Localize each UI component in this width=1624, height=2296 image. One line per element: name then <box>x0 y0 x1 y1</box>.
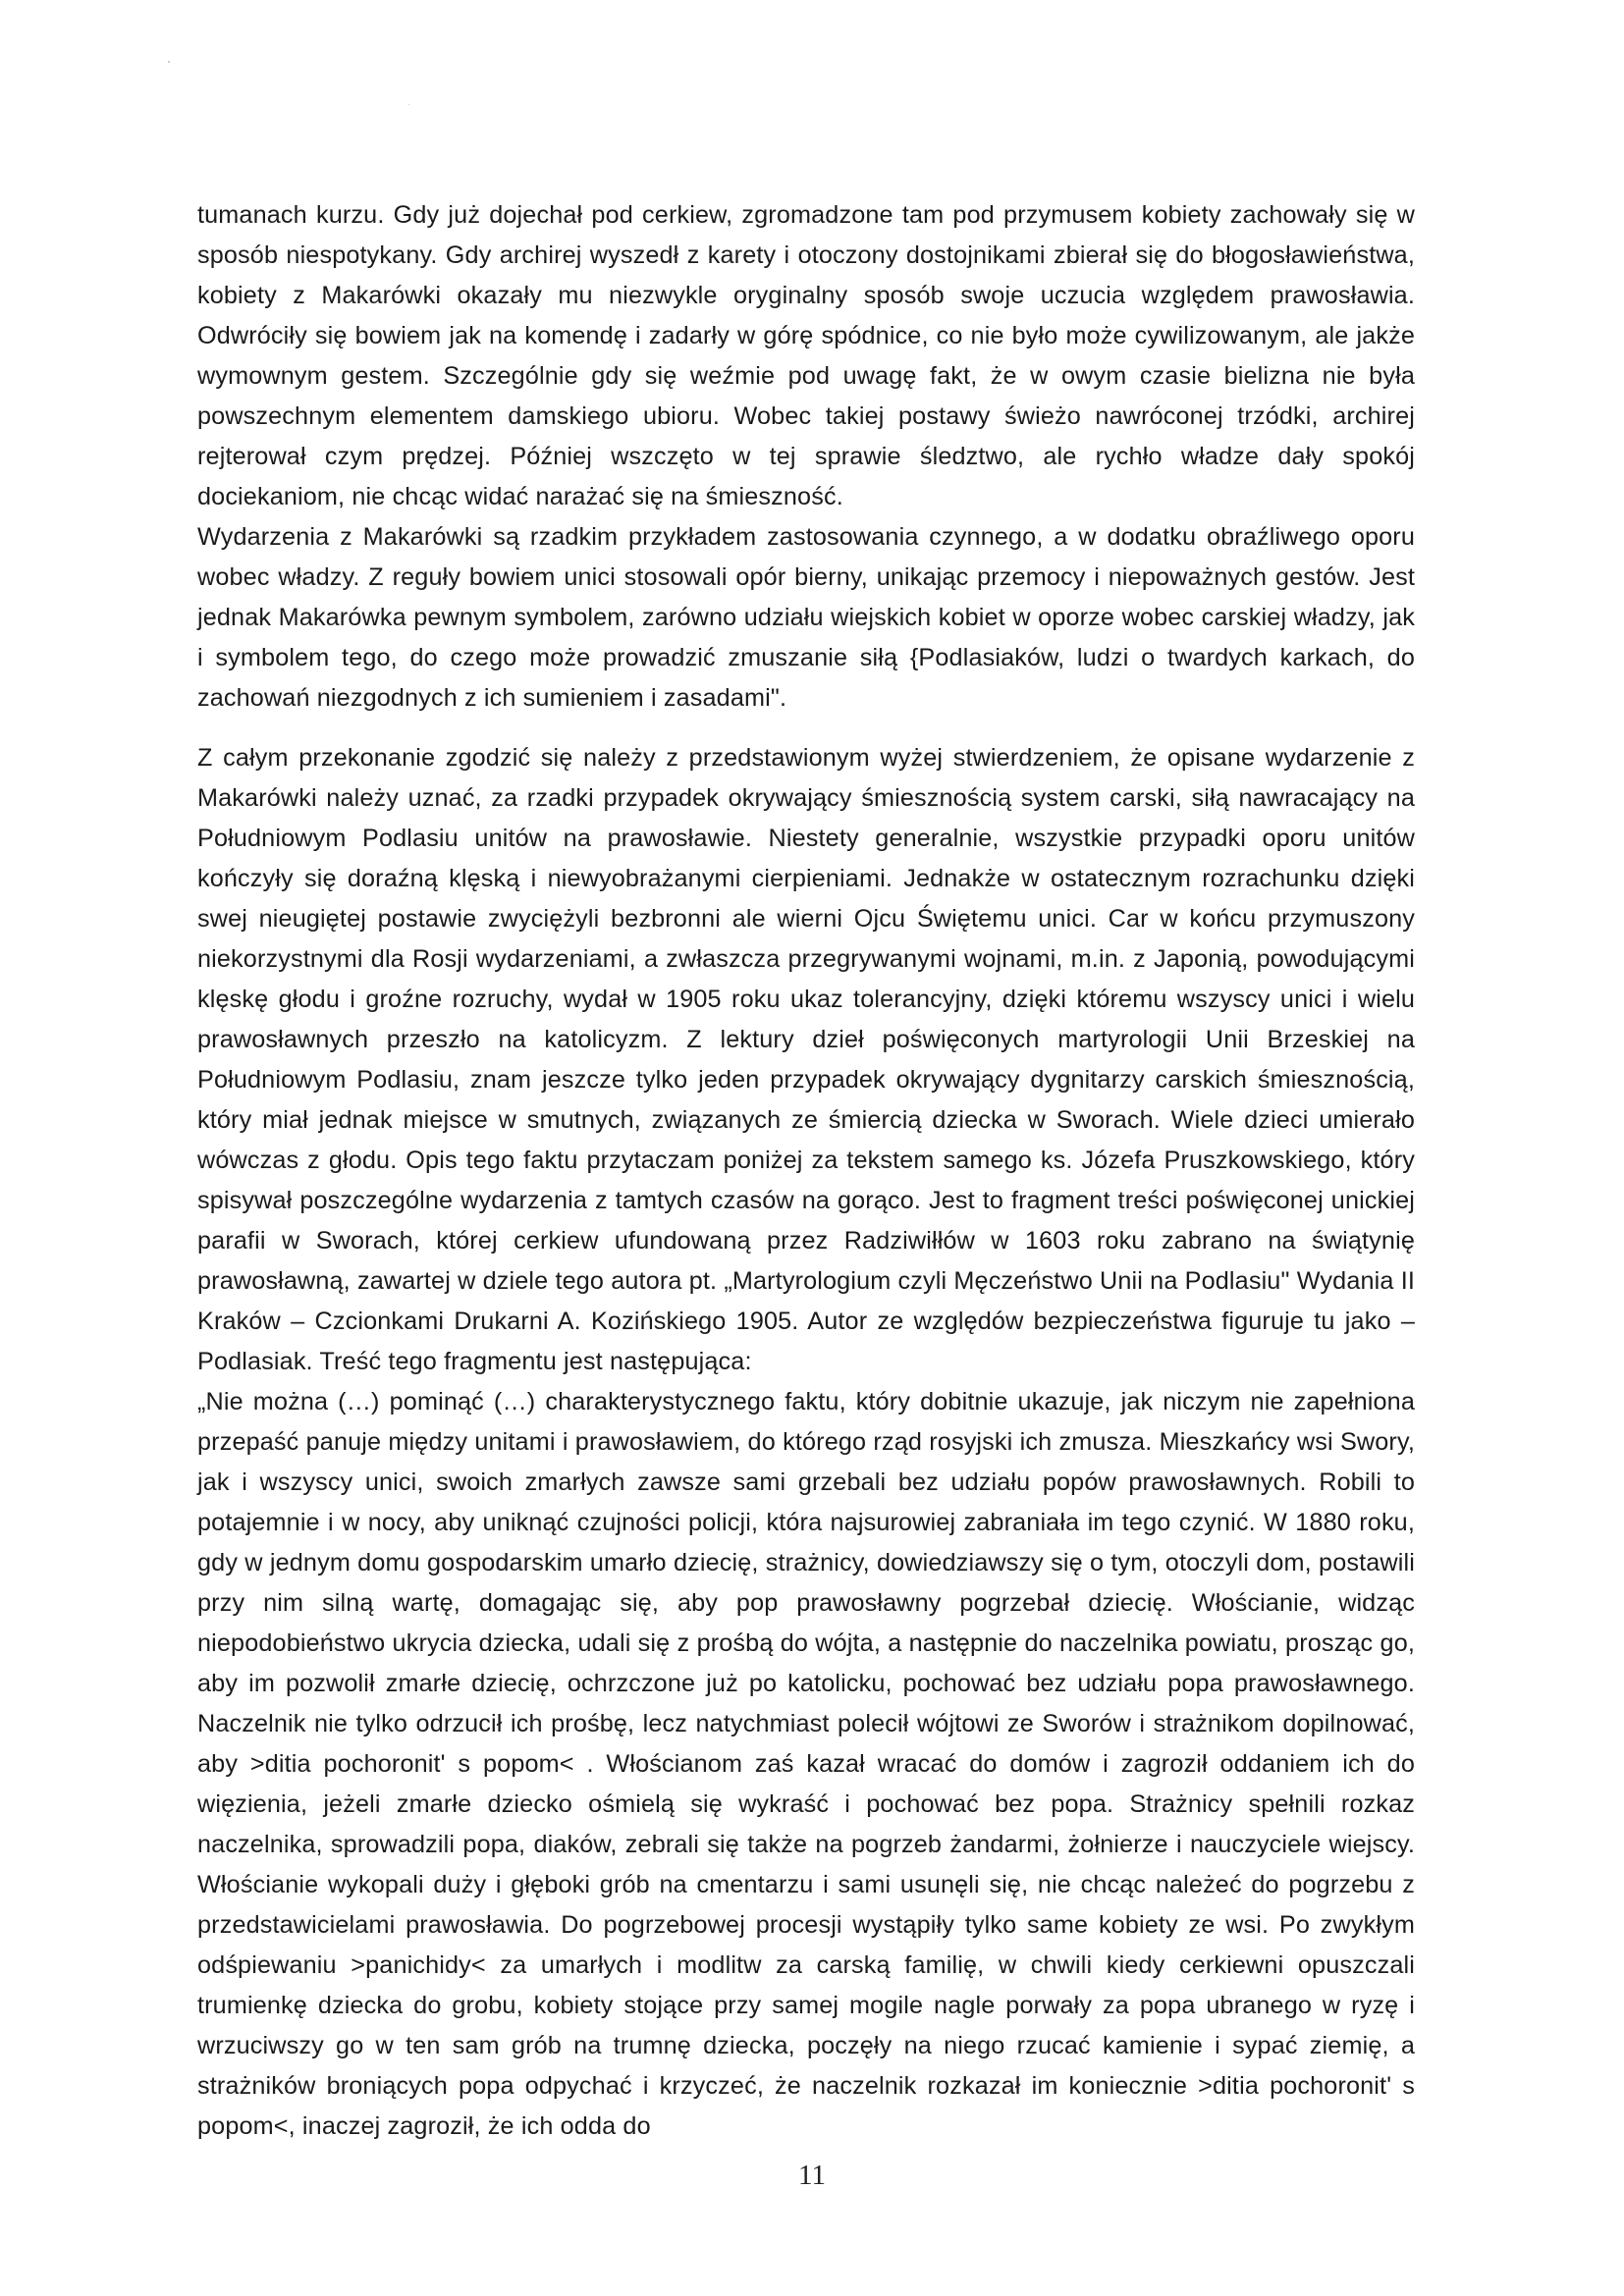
scan-speck <box>168 61 170 63</box>
quote-paragraph: „Nie można (…) pominąć (…) charakterystycznego faktu, który dobitnie ukazuje, jak niczym nie zapełniona przepaść panuje między unitami i prawosławiem, do którego rząd rosyjski ich zmusza. Mieszkańcy wsi Swory, jak i wszyscy unici, swoich zmarłych zawsze sami grzebali bez udziału popów prawosławnych. Robili to potajemnie i w nocy, aby uniknąć czujności policji, która najsurowiej zabraniała im tego czynić. W 1880 roku, gdy w jednym domu gospodarskim umarło dziecię, strażnicy, dowiedziawszy się o tym, otoczyli dom, postawili przy nim silną wartę, domagając się, aby pop prawosławny pogrzebał dziecię. Włościanie, widząc niepodobieństwo ukrycia dziecka, udali się z prośbą do wójta, a następnie do naczelnika powiatu, prosząc go, aby im pozwolił zmarłe dziecię, ochrzczone już po katolicku, pochować bez udziału popa prawosławnego. Naczelnik nie tylko odrzucił ich prośbę, lecz natychmiast polecił wójtowi ze Sworów i strażnikom dopilnować, aby >ditia pochoronit' s popom< . Włościanom zaś kazał wracać do domów i zagroził oddaniem ich do więzienia, jeżeli zmarłe dziecko ośmielą się wykraść i pochować bez popa. Strażnicy spełnili rozkaz naczelnika, sprowadzili popa, diaków, zebrali się także na pogrzeb żandarmi, żołnierze i nauczyciele wiejscy. Włościanie wykopali duży i głęboki grób na cmentarzu i sami usunęli się, nie chcąc należeć do pogrzebu z przedstawicielami prawosławia. Do pogrzebowej procesji wystąpiły tylko same kobiety ze wsi. Po zwykłym odśpiewaniu >panichidy< za umarłych i modlitw za carską familię, w chwili kiedy cerkiewni opuszczali trumienkę dziecka do grobu, kobiety stojące przy samej mogile nagle porwały za popa ubranego w ryzę i wrzuciwszy go w ten sam grób na trumnę dziecka, poczęły na niego rzucać kamienie i sypać ziemię, a strażników broniących popa odpychać i krzyczeć, że naczelnik rozkazał im koniecznie >ditia pochoronit' s popom<, inaczej zagroził, że ich odda do <box>197 1388 1415 2140</box>
page-number: 11 <box>798 2160 826 2191</box>
paragraph: Wydarzenia z Makarówki są rzadkim przykładem zastosowania czynnego, a w dodatku obraźliwego oporu wobec władzy. Z reguły bowiem unici stosowali opór bierny, unikając przemocy i niepoważnych gestów. Jest jednak Makarówka pewnym symbolem, zarówno udziału wiejskich kobiet w oporze wobec carskiej władzy, jak i symbolem tego, do czego może prowadzić zmuszanie siłą {Podlasiaków, ludzi o twardych karkach, do zachowań niezgodnych z ich sumieniem i zasadami". <box>197 523 1415 712</box>
paragraph: tumanach kurzu. Gdy już dojechał pod cerkiew, zgromadzone tam pod przymusem kobiety zachowały się w sposób niespotykany. Gdy archirej wyszedł z karety i otoczony dostojnikami zbierał się do błogosławieństwa, kobiety z Makarówki okazały mu niezwykle oryginalny sposób swoje uczucia względem prawosławia. Odwróciły się bowiem jak na komendę i zadarły w górę spódnice, co nie było może cywilizowanym, ale jakże wymownym gestem. Szczególnie gdy się weźmie pod uwagę fakt, że w owym czasie bielizna nie była powszechnym elementem damskiego ubioru. Wobec takiej postawy świeżo nawróconej trzódki, archirej rejterował czym prędzej. Później wszczęto w tej sprawie śledztwo, ale rychło władze dały spokój dociekaniom, nie chcąc widać narażać się na śmieszność. <box>197 201 1415 510</box>
scan-speck <box>408 104 409 105</box>
text-block-2 <box>197 738 1415 2147</box>
paragraph: Z całym przekonanie zgodzić się należy z przedstawionym wyżej stwierdzeniem, że opisane wydarzenie z Makarówki należy uznać, za rzadki przypadek okrywający śmiesznością system carski, siłą nawracający na Południowym Podlasiu unitów na prawosławie. Niestety generalnie, wszystkie przypadki oporu unitów kończyły się doraźną klęską i niewyobrażanymi cierpieniami. Jednakże w ostatecznym rozrachunku dzięki swej nieugiętej postawie zwyciężyli bezbronni ale wierni Ojcu Świętemu unici. Car w końcu przymuszony niekorzystnymi dla Rosji wydarzeniami, a zwłaszcza przegrywanymi wojnami, m.in. z Japonią, powodującymi klęskę głodu i groźne rozruchy, wydał w 1905 roku ukaz tolerancyjny, dzięki któremu wszyscy unici i wielu prawosławnych przeszło na katolicyzm. Z lektury dzieł poświęconych martyrologii Unii Brzeskiej na Południowym Podlasiu, znam jeszcze tylko jeden przypadek okrywający dygnitarzy carskich śmiesznością, który miał jednak miejsce w smutnych, związanych ze śmiercią dziecka w Sworach. Wiele dzieci umierało wówczas z głodu. Opis tego faktu przytaczam poniżej za tekstem samego ks. Józefa Pruszkowskiego, który spisywał poszczególne wydarzenia z tamtych czasów na gorąco. Jest to fragment treści poświęconej unickiej parafii w Sworach, której cerkiew ufundowaną przez Radziwiłłów w 1603 roku zabrano na świątynię prawosławną, zawartej w dziele tego autora pt. „Martyrologium czyli Męczeństwo Unii na Podlasiu" Wydania II Kraków – Czcionkami Drukarni A. Kozińskiego 1905. Autor ze względów bezpieczeństwa figuruje tu jako – Podlasiak. Treść tego fragmentu jest następująca: <box>197 744 1415 1375</box>
text-block-1 <box>197 195 1415 719</box>
